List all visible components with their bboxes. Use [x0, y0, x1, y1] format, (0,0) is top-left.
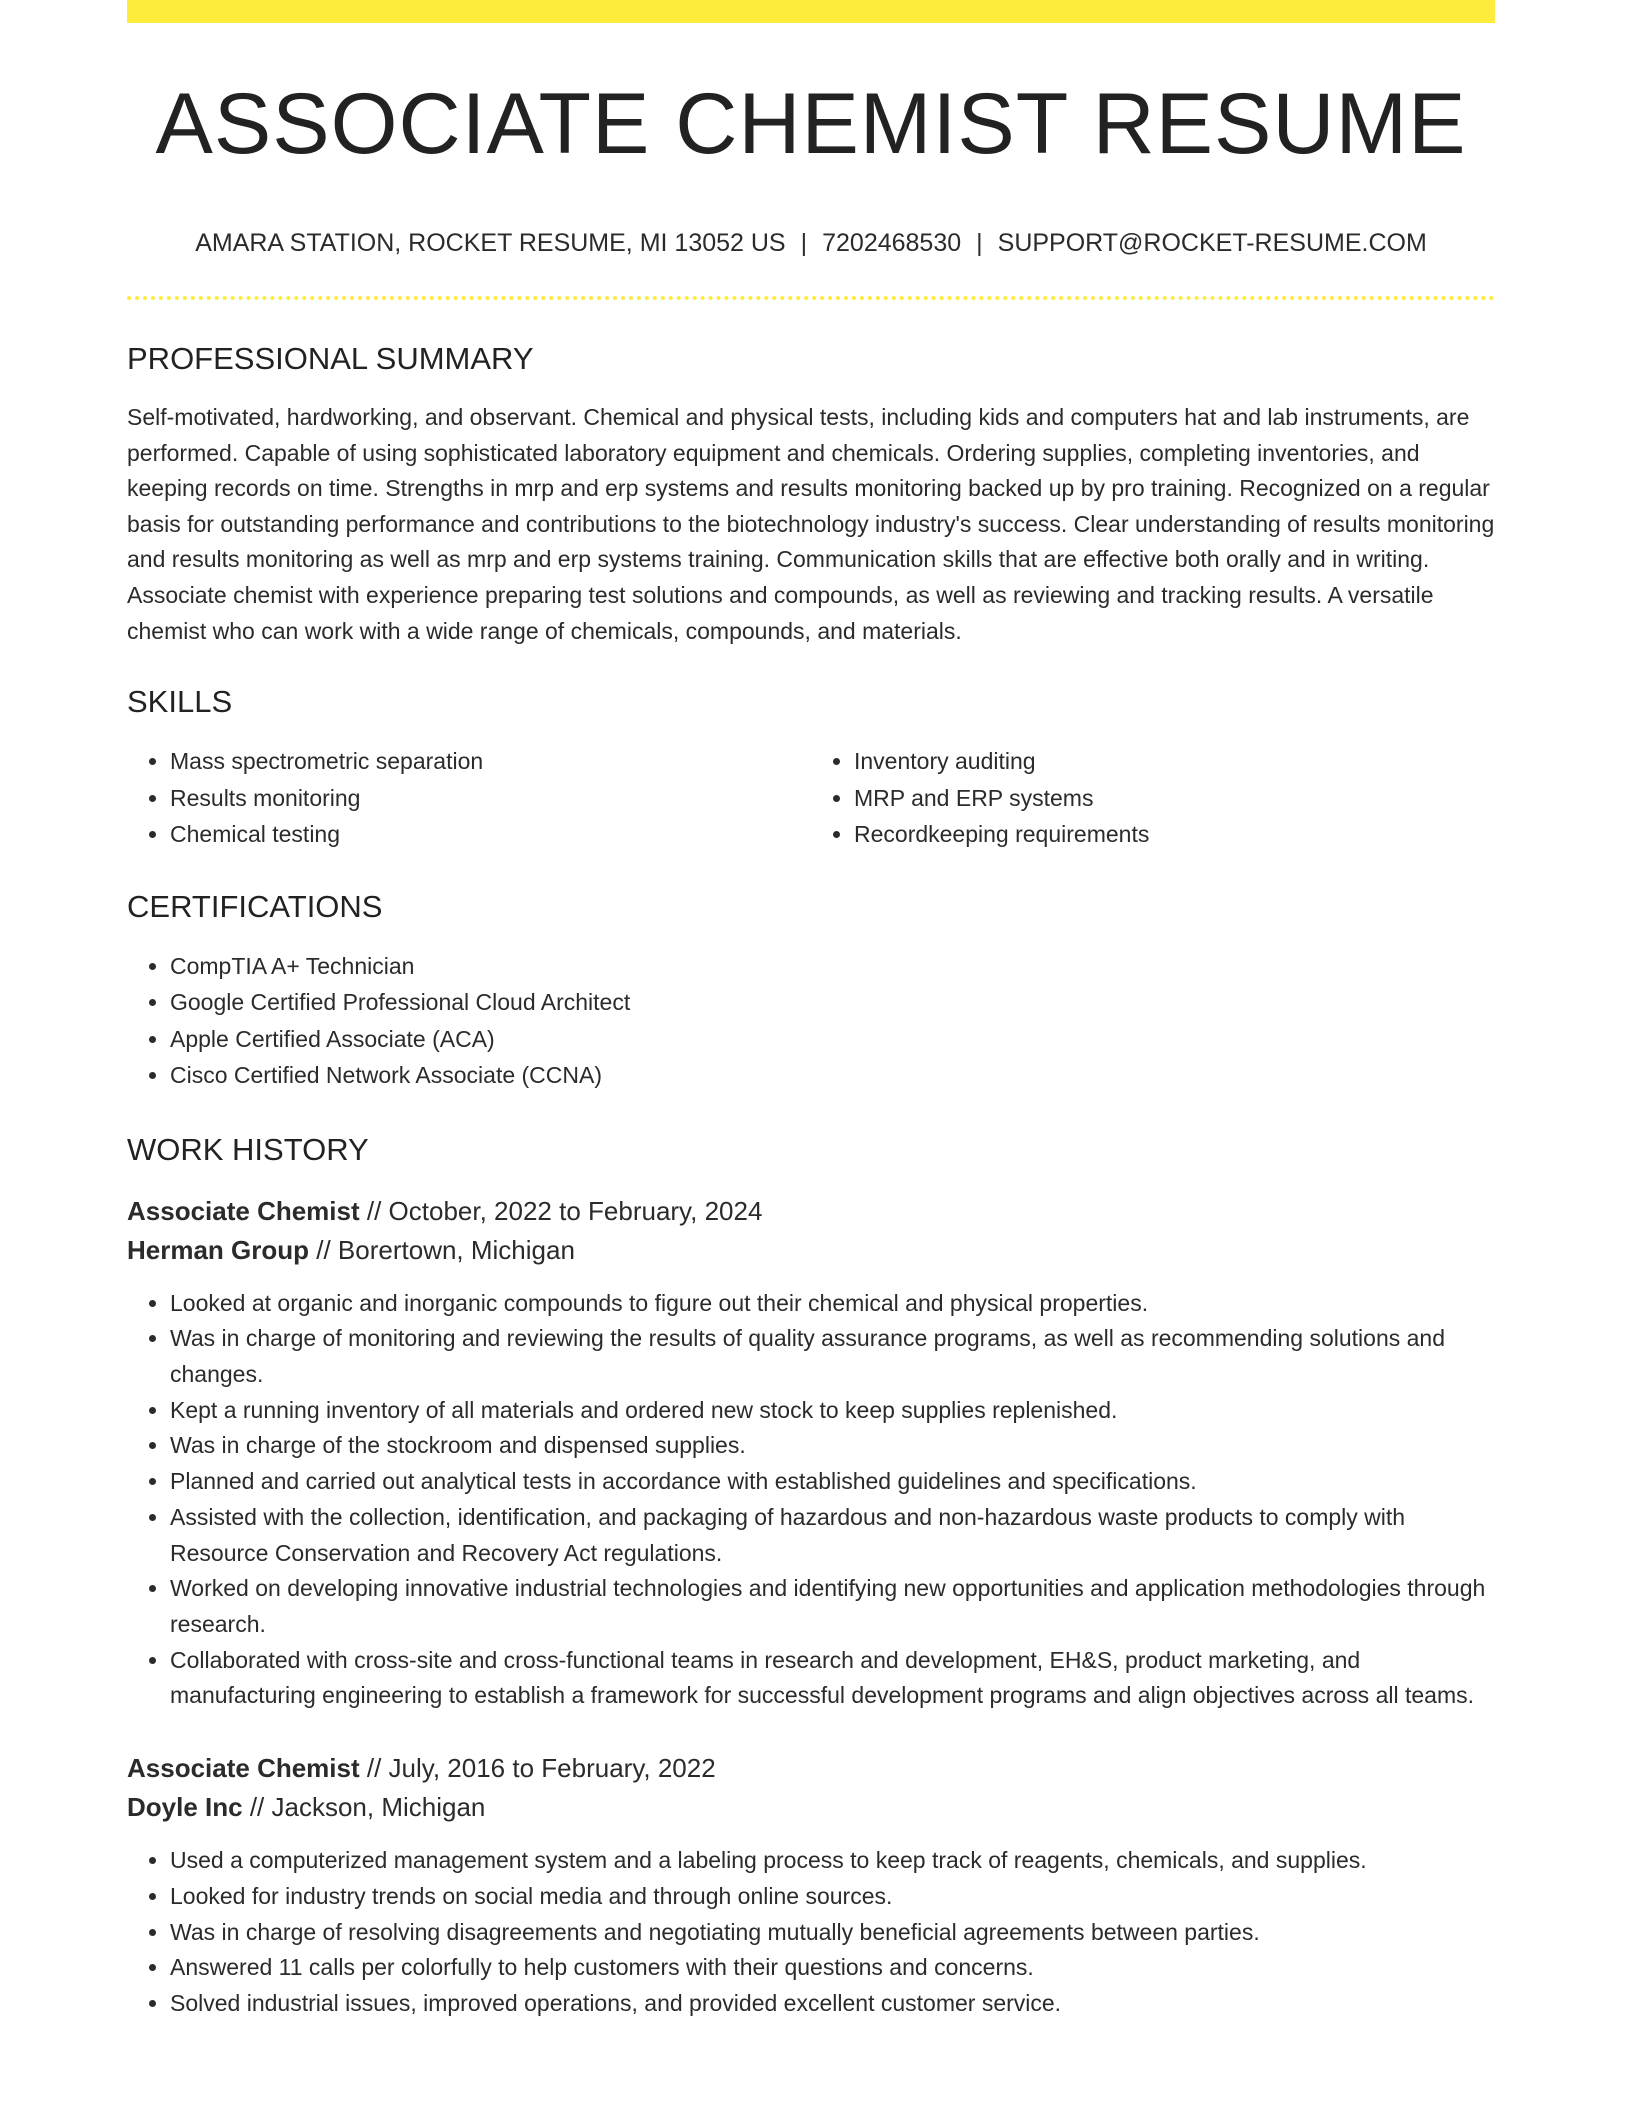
dotted-divider — [127, 296, 1495, 300]
job-bullet: • Collaborated with cross-site and cross-functional teams in research and development, EH&S, product marketing, and manufacturing engineering to establish a framework for successful development programs and align objectives across all teams. — [170, 1643, 1495, 1714]
job-dates: // July, 2016 to February, 2022 — [359, 1753, 716, 1784]
job-bullet: • Looked at organic and inorganic compounds to figure out their chemical and physical properties. — [170, 1286, 1495, 1322]
section-heading-skills: SKILLS — [127, 684, 233, 720]
job-title: Associate Chemist — [127, 1195, 360, 1226]
phone: 7202468530 — [822, 229, 962, 257]
certifications-section — [127, 888, 1495, 1094]
job-bullet: • Was in charge of resolving disagreements and negotiating mutually beneficial agreements between parties. — [170, 1915, 1495, 1951]
company-name: Doyle Inc — [127, 1792, 243, 1823]
job-title-line — [127, 1192, 1495, 1231]
summary-text: Self-motivated, hardworking, and observant. Chemical and physical tests, including kids and computers hat and lab instruments, are performed. Capable of using sophisticated laboratory equipment and chemicals. Ordering supplies, completing inventories, and keeping records on time. Strengths in mrp and erp systems and results monitoring backed up by pro training. Recognized on a regular basis for outstanding performance and contributions to the biotechnology industry's success. Clear understanding of results monitoring and results monitoring as well as mrp and erp systems training. Communication skills that are effective both orally and in writing. Associate chemist with experience preparing test solutions and compounds, as well as reviewing and tracking results. A versatile chemist who can work with a wide range of chemicals, compounds, and materials. — [127, 404, 1495, 644]
job-title: Associate Chemist — [127, 1753, 360, 1784]
skill-item: • Recordkeeping requirements — [854, 816, 1495, 853]
skill-item: • Inventory auditing — [854, 743, 1495, 780]
job-bullet: • Looked for industry trends on social media and through online sources. — [170, 1879, 1495, 1915]
section-heading-work-history: WORK HISTORY — [127, 1131, 369, 1167]
section-heading-certifications: CERTIFICATIONS — [127, 888, 383, 924]
skill-item: • MRP and ERP systems — [854, 780, 1495, 817]
job-bullet: • Planned and carried out analytical tests in accordance with established guidelines and specifications. — [170, 1464, 1495, 1500]
job-entry — [127, 1749, 1495, 2022]
email: SUPPORT@ROCKET-RESUME.COM — [997, 229, 1427, 257]
top-accent-bar — [127, 0, 1495, 23]
address: AMARA STATION, ROCKET RESUME, MI 13052 US — [195, 229, 786, 257]
job-bullet: • Kept a running inventory of all materials and ordered new stock to keep supplies replenished. — [170, 1393, 1495, 1429]
job-entry — [127, 1192, 1495, 1714]
page-title: ASSOCIATE CHEMIST RESUME — [155, 76, 1467, 172]
job-dates: // October, 2022 to February, 2024 — [359, 1195, 763, 1226]
job-bullet: • Was in charge of monitoring and reviewing the results of quality assurance programs, as well as recommending solutions and changes. — [170, 1321, 1495, 1392]
section-heading-summary: PROFESSIONAL SUMMARY — [127, 341, 534, 376]
job-bullet: • Answered 11 calls per colorfully to help customers with their questions and concerns. — [170, 1950, 1495, 1986]
job-company-line — [127, 1788, 1495, 1827]
certification-item: • Google Certified Professional Cloud Architect — [170, 984, 1495, 1021]
job-location: // Jackson, Michigan — [242, 1792, 486, 1823]
certification-item: • Apple Certified Associate (ACA) — [170, 1021, 1495, 1058]
job-bullets — [127, 1286, 1495, 1714]
skills-list-left — [127, 743, 811, 853]
certifications-list — [127, 948, 1495, 1094]
contact-separator: | — [800, 229, 808, 257]
job-bullet: • Solved industrial issues, improved operations, and provided excellent customer service. — [170, 1986, 1495, 2022]
job-bullet: • Used a computerized management system and a labeling process to keep track of reagents, chemicals, and supplies. — [170, 1843, 1495, 1879]
summary-section — [127, 343, 1495, 649]
skill-item: • Results monitoring — [170, 780, 811, 817]
work-history-section — [127, 1131, 1495, 2022]
skill-item: • Chemical testing — [170, 816, 811, 853]
job-bullet: • Assisted with the collection, identification, and packaging of hazardous and non-hazardous waste products to comply with Resource Conservation and Recovery Act regulations. — [170, 1500, 1495, 1571]
job-location: // Borertown, Michigan — [309, 1234, 575, 1265]
job-company-line — [127, 1231, 1495, 1270]
resume-page — [127, 0, 1495, 2022]
skills-columns — [127, 743, 1495, 853]
company-name: Herman Group — [127, 1234, 310, 1265]
skills-list-right — [811, 743, 1495, 853]
job-bullets — [127, 1843, 1495, 2022]
job-bullet: • Was in charge of the stockroom and dispensed supplies. — [170, 1428, 1495, 1464]
job-bullet: • Worked on developing innovative industrial technologies and identifying new opportunities and application methodologies through research. — [170, 1571, 1495, 1642]
certification-item: • Cisco Certified Network Associate (CCNA) — [170, 1057, 1495, 1094]
contact-line — [127, 231, 1495, 256]
contact-separator: | — [976, 229, 983, 257]
certification-item: • CompTIA A+ Technician — [170, 948, 1495, 985]
job-title-line — [127, 1749, 1495, 1788]
skills-section — [127, 686, 1495, 853]
skill-item: • Mass spectrometric separation — [170, 743, 811, 780]
